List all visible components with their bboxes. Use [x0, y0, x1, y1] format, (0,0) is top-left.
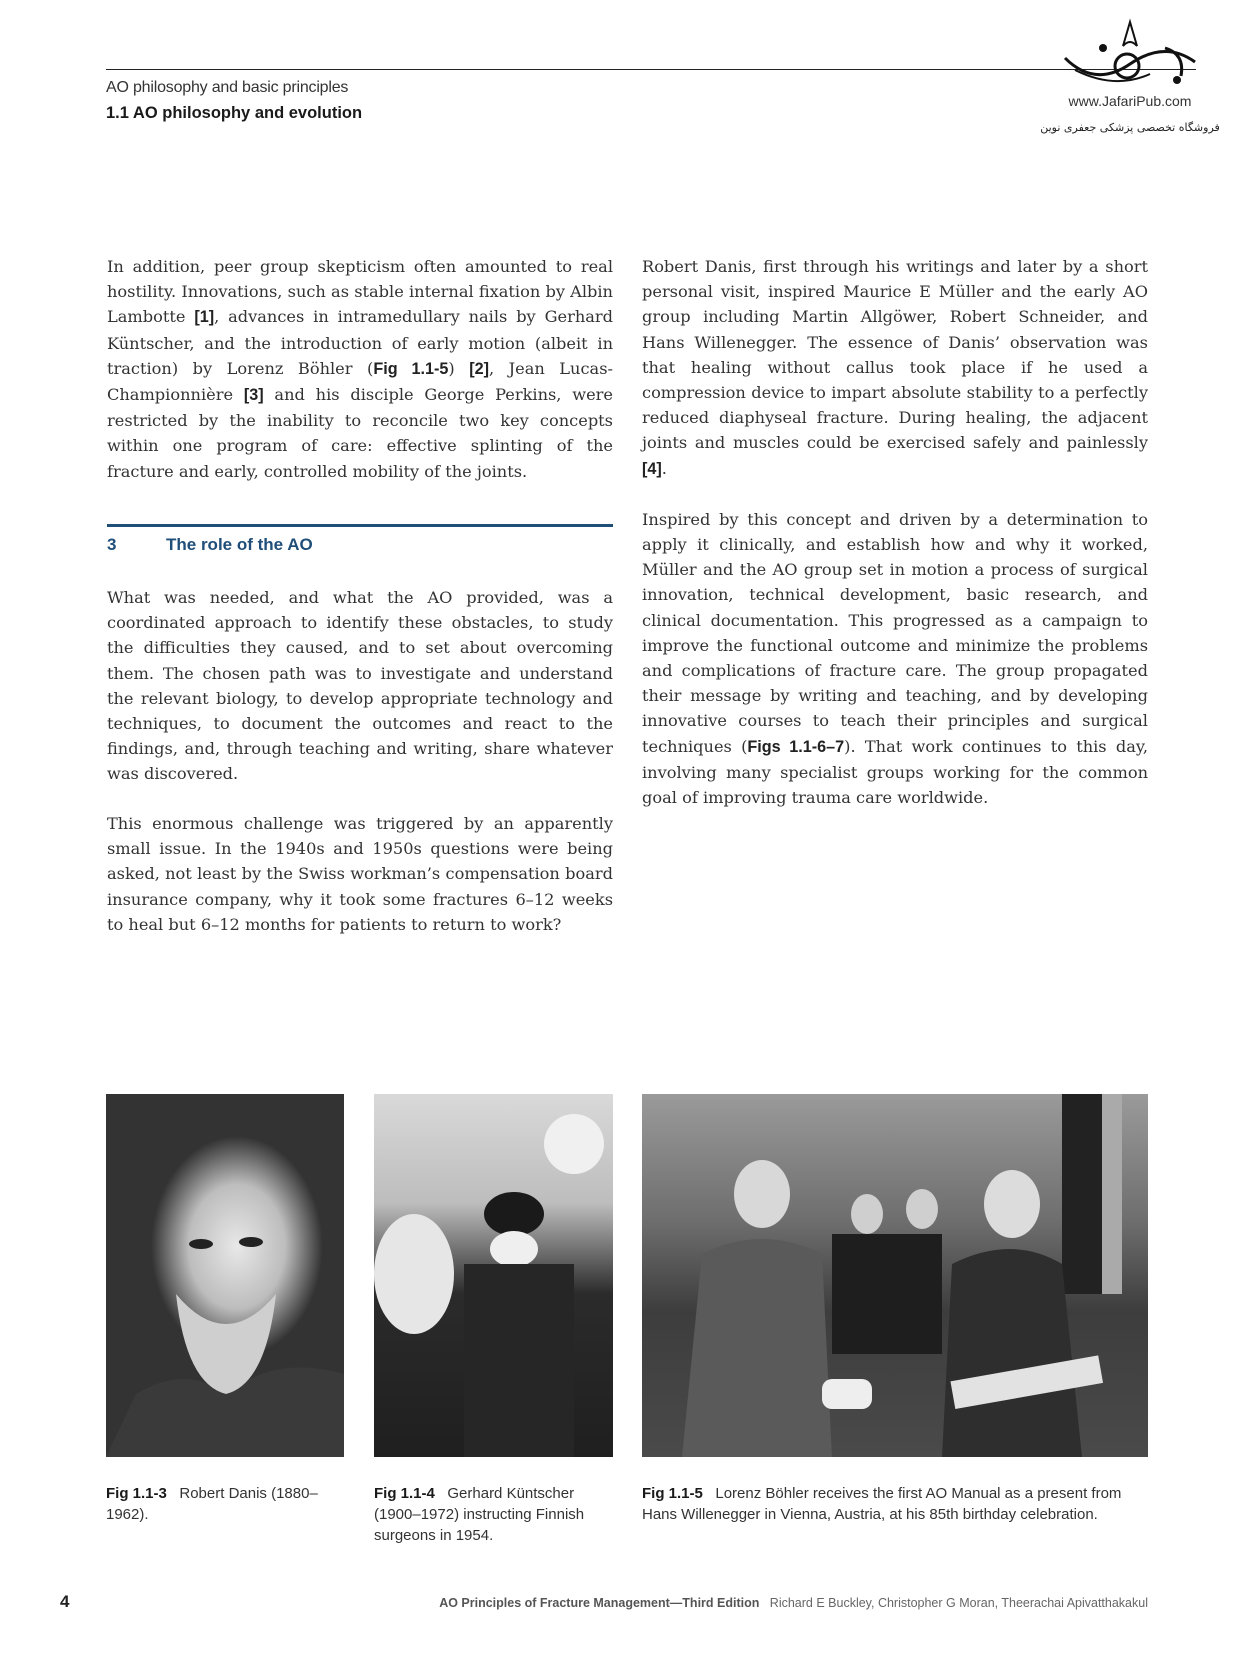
surgery-photo [374, 1094, 613, 1457]
figure-label: Fig 1.1-5 [642, 1485, 703, 1502]
ceremony-photo [642, 1094, 1148, 1457]
paragraph: What was needed, and what the AO provided, was a coordinated approach to identify these obstacles, to study the difficulties they caused, and to set about overcoming them. The chosen path was to investigate and understand the relevant biology, to develop appropriate technology and techniques, to document the outcomes and react to the findings, and, through teaching and writing, share whatever was discovered. [107, 588, 613, 784]
ceremony-illustration [642, 1094, 1148, 1457]
section-heading [107, 524, 613, 555]
figure-label: Fig 1.1-4 [374, 1485, 435, 1502]
right-column [642, 254, 1148, 835]
citation: [3] [243, 386, 264, 405]
book-authors: Richard E Buckley, Christopher G Moran, Theerachai Apivatthakakul [769, 1596, 1148, 1610]
figure-caption: Fig 1.1-4 Gerhard Küntscher (1900–1972) instructing Finnish surgeons in 1954. [374, 1485, 585, 1544]
watermark-tagline: فروشگاه تخصصی پزشکی جعفری نوین [1040, 121, 1220, 134]
portrait-illustration [106, 1094, 344, 1457]
heading-number: 3 [107, 535, 117, 554]
watermark-url: www.JafariPub.com [1068, 93, 1192, 109]
paragraph: In addition, peer group skepticism often amounted to real hostility. Innovations, such as stable internal fixation by Albin Lambotte [1], advances in intramedullary nails by Gerhard Küntscher, and the introduction of early motion (albeit in traction) by Lorenz Böhler (Fig 1.1-5) [2], Jean Lucas-Championnière [3] and his disciple George Perkins, were restricted by the inability to reconcile two key concepts within one program of care: effective splinting of the fracture and early, controlled mobility of the joints. [107, 257, 614, 481]
figure-reference: Fig 1.1-5 [373, 359, 449, 378]
paragraph: Robert Danis, first through his writings and later by a short personal visit, inspired Maurice E Müller and the early AO group including Martin Allgöwer, Robert Schneider, and Hans Willenegger. The essence of Danis’ observation was that healing without callus took place if he used a compression device to impart absolute stability to a perfectly reduced diaphyseal fracture. During healing, the adjacent joints and muscles could be exercised safely and painlessly [4]. [642, 257, 1148, 478]
citation: [4] [642, 459, 662, 478]
page-number: 4 [60, 1592, 70, 1611]
figure-caption: Fig 1.1-5 Lorenz Böhler receives the first AO Manual as a present from Hans Willenegger in Vienna, Austria, at his 85th birthday celebration. [642, 1485, 1122, 1523]
left-column-para2 [107, 585, 613, 812]
calligraphy-logo-icon [1055, 18, 1205, 90]
paragraph: This enormous challenge was triggered by an apparently small issue. In the 1940s and 1950s questions were being asked, not least by the Swiss workman’s compensation board insurance company, why it took some fractures 6–12 weeks to heal but 6–12 months for patients to return to work? [107, 814, 613, 934]
book-title: AO Principles of Fracture Management—Third Edition [439, 1596, 760, 1610]
left-column [107, 254, 613, 509]
section-title: 1.1 AO philosophy and evolution [106, 104, 363, 122]
chapter-title: AO philosophy and basic principles [106, 79, 349, 96]
citation: [2] [469, 359, 489, 378]
portrait-photo [106, 1094, 344, 1457]
citation: [1] [194, 308, 215, 327]
figure-caption: Fig 1.1-3 Robert Danis (1880–1962). [106, 1485, 318, 1523]
heading-rule [107, 524, 613, 527]
surgery-illustration [374, 1094, 613, 1457]
header-rule [106, 69, 1196, 70]
heading-title: The role of the AO [166, 535, 313, 554]
watermark-logo [1040, 18, 1220, 138]
figure-label: Fig 1.1-3 [106, 1485, 167, 1502]
left-column-para3 [107, 811, 613, 962]
figure-reference: Figs 1.1-6–7 [747, 737, 845, 756]
footer [424, 1596, 1148, 1610]
paragraph: Inspired by this concept and driven by a determination to apply it clinically, and establish how and why it worked, Müller and the AO group set in motion a process of surgical innovation, technical development, basic research, and clinical documentation. This progressed as a campaign to improve the functional outcome and minimize the problems and complications of fracture care. The group propagated their message by writing and teaching, and by developing innovative courses to teach their principles and surgical techniques (Figs 1.1-6–7). That work continues to this day, involving many specialist groups working for the common goal of improving trauma care worldwide. [642, 509, 1148, 808]
